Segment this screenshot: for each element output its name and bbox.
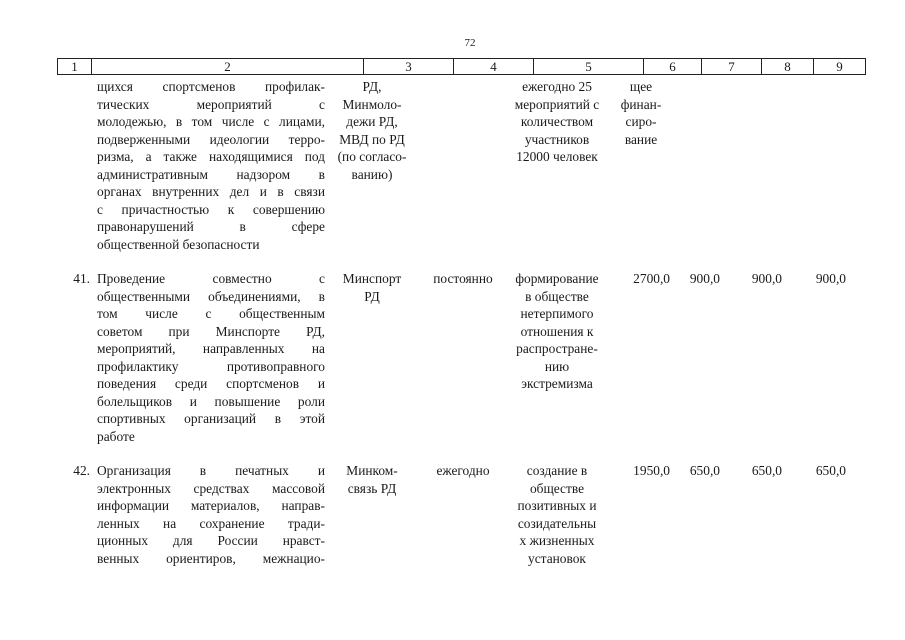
text-line: Организация в печатных и bbox=[97, 463, 325, 478]
text-line: общественной безопасности bbox=[97, 236, 260, 252]
text-line: щихся спортсменов профилак- bbox=[97, 79, 325, 94]
column-header-5: 5 bbox=[534, 59, 644, 75]
column-header-1: 1 bbox=[58, 59, 92, 75]
text-line: административным надзором в bbox=[97, 166, 325, 182]
text-line: щее bbox=[629, 79, 653, 94]
text-line: том числе с общественным bbox=[97, 306, 325, 321]
text-line: поведения среди спортсменов и bbox=[97, 376, 325, 391]
text-line: органах внутренних дел и в связи bbox=[97, 184, 325, 199]
text-line: установок bbox=[528, 550, 586, 566]
row-period: ежегодно bbox=[436, 463, 490, 478]
column-header-7: 7 bbox=[702, 59, 762, 75]
text-line: ризма, а также находящимися под bbox=[97, 149, 325, 164]
text-line: Минмоло- bbox=[342, 96, 402, 112]
text-line: распростране- bbox=[516, 341, 598, 356]
text-line: нетерпимого bbox=[520, 306, 594, 321]
text-line: нию bbox=[544, 358, 570, 374]
row-result bbox=[503, 270, 611, 393]
text-line: советом при Минспорте РД, bbox=[97, 323, 325, 339]
page-number: 72 bbox=[464, 37, 476, 49]
text-line: дежи РД, bbox=[346, 114, 398, 129]
column-header-3: 3 bbox=[364, 59, 454, 75]
text-line: вание bbox=[624, 131, 658, 147]
text-line: ванию) bbox=[351, 166, 393, 182]
row-funding-year-3: 900,0 bbox=[815, 271, 846, 286]
text-line: подверженными идеологии терро- bbox=[97, 131, 325, 147]
text-line: сиро- bbox=[625, 114, 657, 129]
row-funding-total: 1950,0 bbox=[633, 463, 670, 478]
text-line: тических мероприятий с bbox=[97, 96, 325, 112]
column-header-6: 6 bbox=[644, 59, 702, 75]
text-line: МВД по РД bbox=[339, 131, 405, 147]
text-line: (по согласо- bbox=[337, 149, 407, 164]
row-executor bbox=[330, 462, 414, 497]
text-line: ционных для России нравст- bbox=[97, 533, 325, 548]
row-funding-total: 2700,0 bbox=[633, 271, 670, 286]
row-funding-year-3: 650,0 bbox=[815, 463, 846, 478]
text-line: общественными объединениями, в bbox=[97, 288, 325, 304]
column-header-8: 8 bbox=[762, 59, 814, 75]
text-line: Проведение совместно с bbox=[97, 271, 325, 286]
text-line: экстремизма bbox=[521, 376, 593, 391]
row-period: постоянно bbox=[433, 271, 493, 286]
text-line: позитивных и bbox=[517, 498, 597, 513]
continuation-executor bbox=[330, 78, 414, 183]
text-line: отношения к bbox=[520, 323, 594, 339]
text-line: спортивных организаций в этой bbox=[97, 411, 325, 426]
text-line: обществе bbox=[529, 480, 585, 496]
text-line: работе bbox=[97, 428, 135, 444]
text-line: формирование bbox=[515, 271, 599, 286]
column-header-row bbox=[57, 58, 866, 75]
text-line: участников bbox=[524, 131, 590, 147]
text-line: информации материалов, направ- bbox=[97, 498, 325, 513]
text-line: х жизненных bbox=[519, 533, 595, 548]
row-number: 42. bbox=[73, 463, 90, 478]
text-line: РД bbox=[364, 288, 380, 304]
text-line: создание в bbox=[526, 463, 588, 478]
text-line: ленных на сохранение тради- bbox=[97, 515, 325, 531]
text-line: молодежью, в том числе с лицами, bbox=[97, 114, 325, 129]
row-description bbox=[97, 462, 325, 567]
text-line: Минком- bbox=[346, 463, 398, 478]
text-line: количеством bbox=[520, 114, 594, 129]
column-header-9: 9 bbox=[814, 59, 866, 75]
text-line: связь РД bbox=[347, 480, 397, 496]
continuation-description bbox=[97, 78, 325, 253]
row-funding-year-1: 900,0 bbox=[689, 271, 720, 286]
column-header-2: 2 bbox=[92, 59, 364, 75]
row-description bbox=[97, 270, 325, 445]
text-line: созидательны bbox=[517, 515, 597, 531]
text-line: электронных средствах массовой bbox=[97, 480, 325, 496]
text-line: 12000 человек bbox=[516, 149, 598, 164]
continuation-funding bbox=[612, 78, 670, 148]
text-line: венных ориентиров, межнацио- bbox=[97, 550, 325, 566]
column-header-4: 4 bbox=[454, 59, 534, 75]
text-line: ежегодно 25 bbox=[522, 79, 592, 94]
text-line: в обществе bbox=[525, 288, 589, 304]
text-line: мероприятий, направленных на bbox=[97, 341, 325, 356]
text-line: мероприятий с bbox=[514, 96, 600, 112]
row-result bbox=[503, 462, 611, 567]
text-line: профилактику противоправного bbox=[97, 358, 325, 374]
text-line: финан- bbox=[620, 96, 662, 112]
row-number: 41. bbox=[73, 271, 90, 286]
text-line: болельщиков и повышение роли bbox=[97, 393, 325, 409]
text-line: правонарушений в сфере bbox=[97, 219, 325, 234]
text-line: РД, bbox=[362, 79, 382, 94]
text-line: Минспорт bbox=[342, 271, 402, 286]
continuation-result bbox=[503, 78, 611, 166]
row-funding-year-2: 900,0 bbox=[751, 271, 782, 286]
row-executor bbox=[330, 270, 414, 305]
row-funding-year-1: 650,0 bbox=[689, 463, 720, 478]
row-funding-year-2: 650,0 bbox=[751, 463, 782, 478]
text-line: с причастностью к совершению bbox=[97, 201, 325, 217]
